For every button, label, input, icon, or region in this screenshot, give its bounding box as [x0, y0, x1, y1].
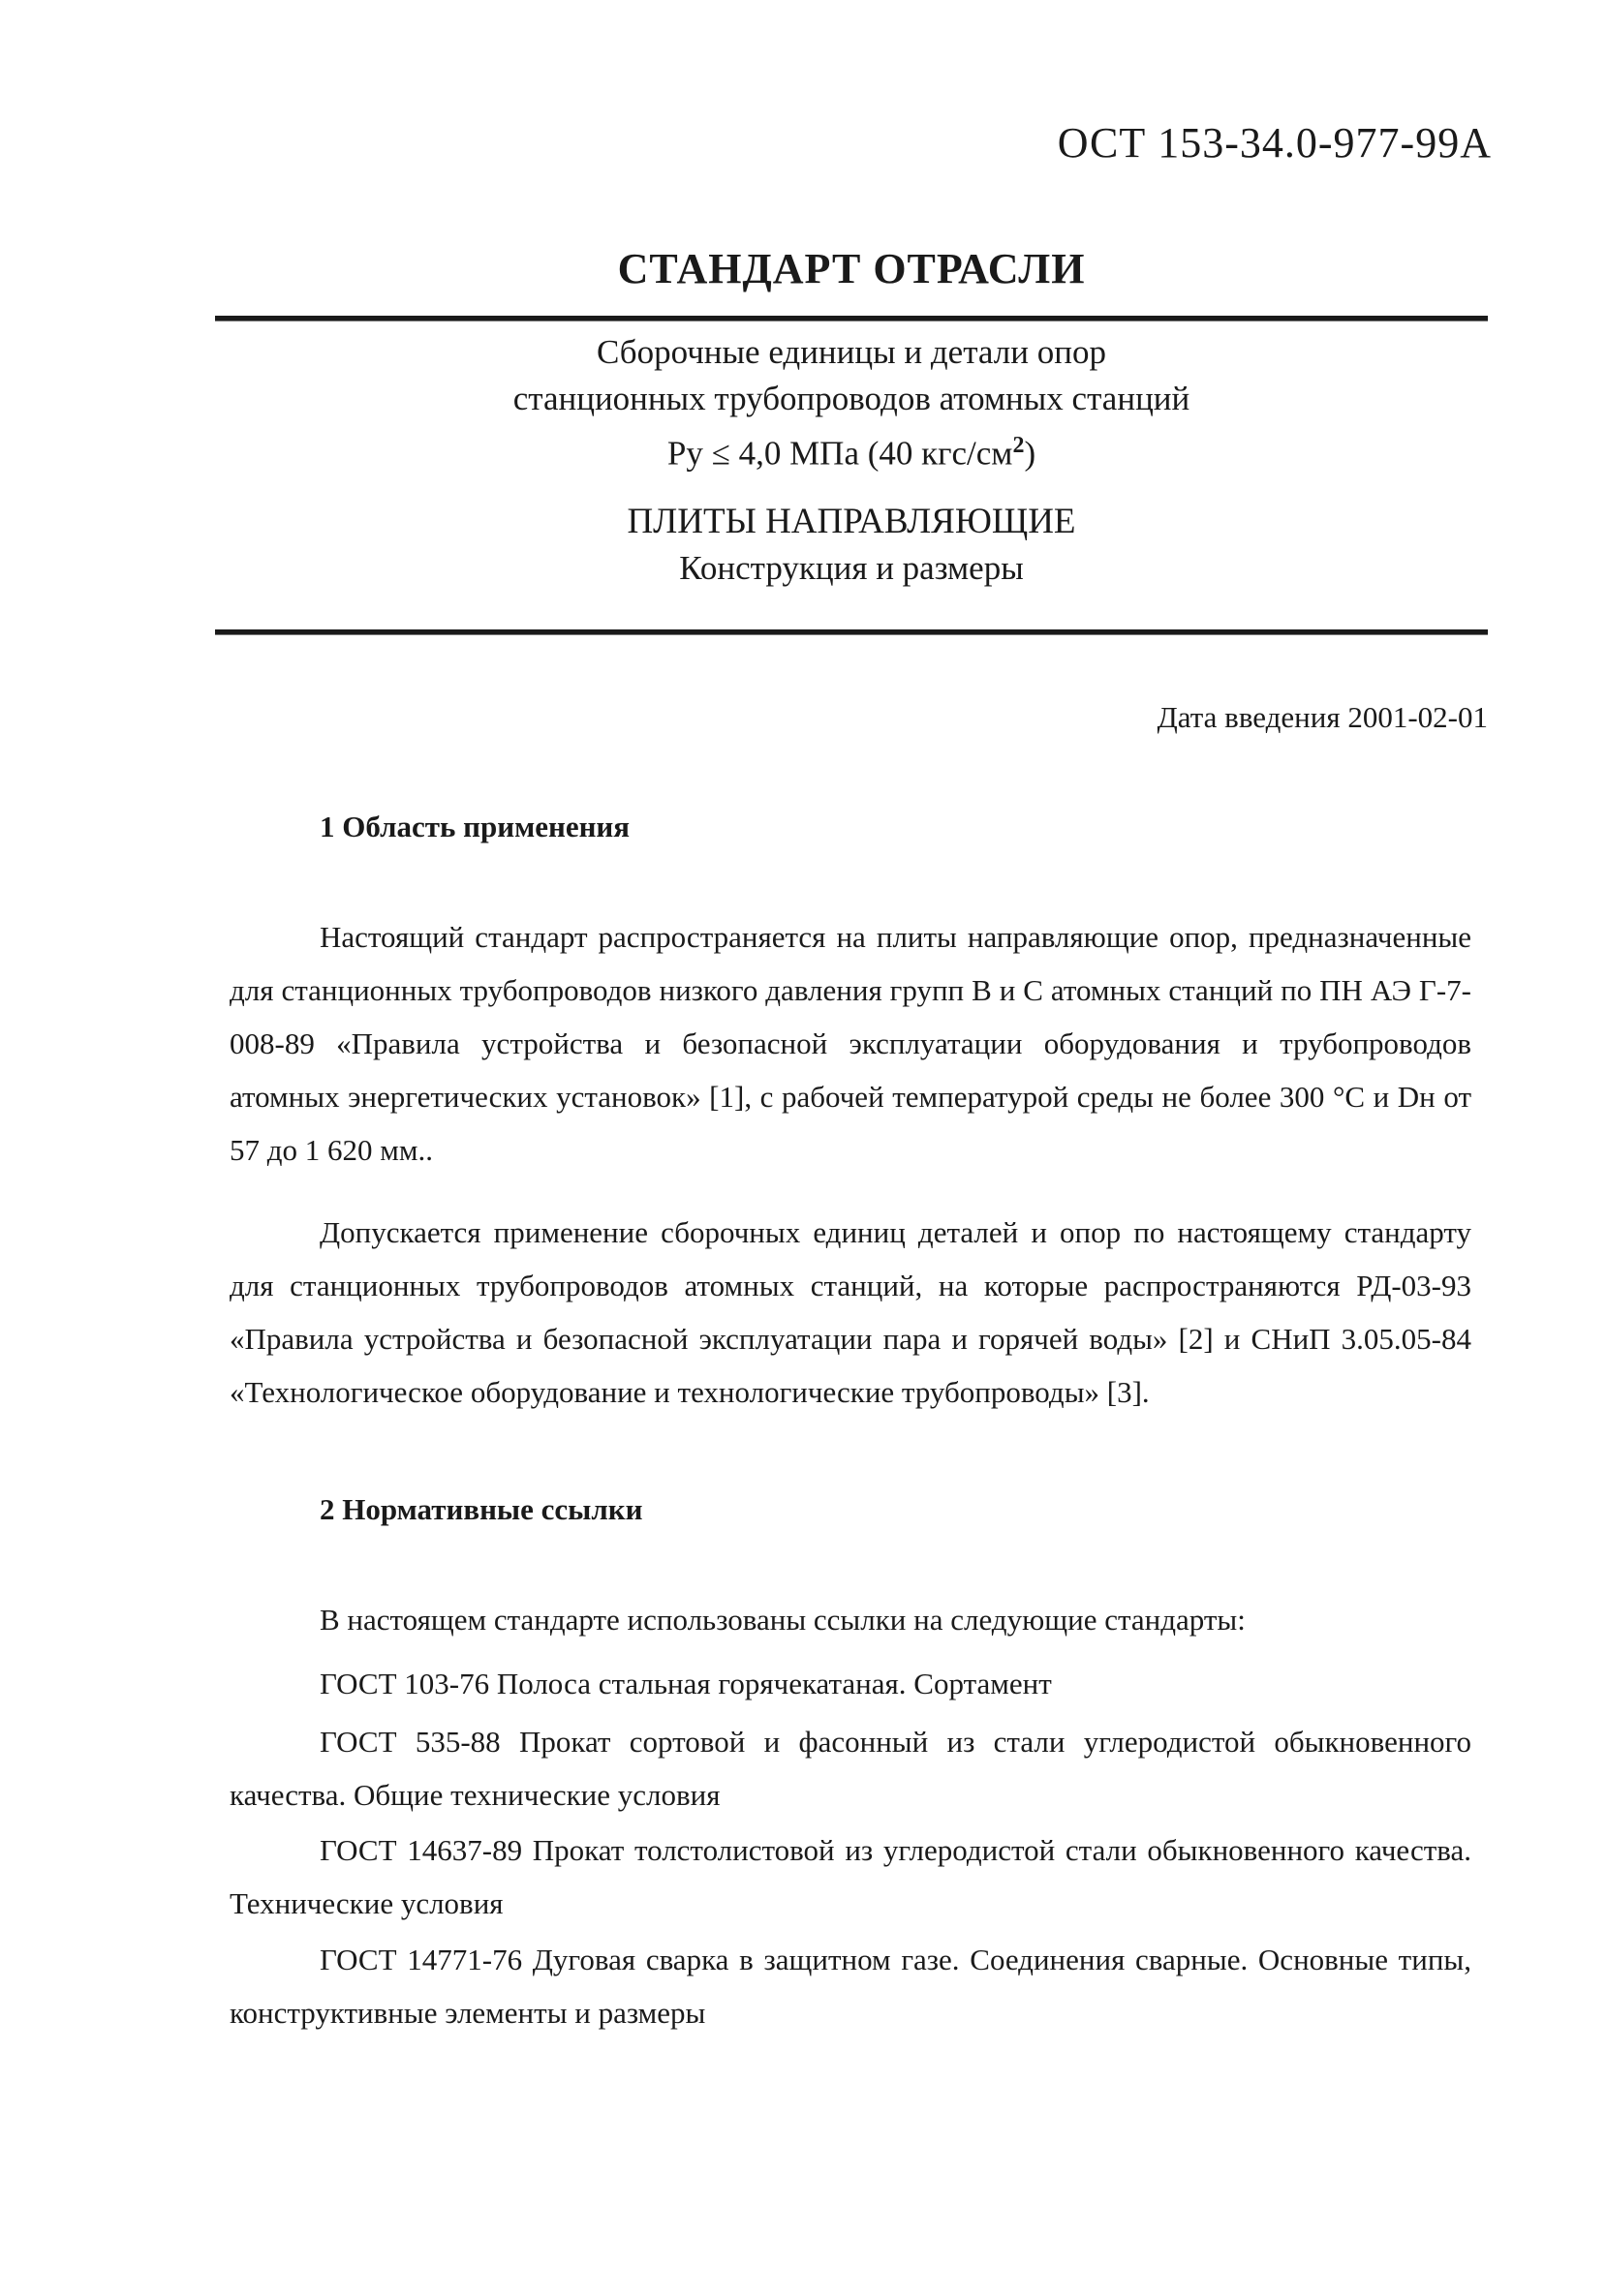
reference-item: ГОСТ 535-88 Прокат сортовой и фасонный из стали углеродистой обыкновенного качества. Общие технические условия: [230, 1725, 1471, 1812]
subtitle-block: [215, 329, 1488, 592]
section-heading-scope: 1 Область применения: [320, 810, 631, 843]
document-code: ОСТ 153-34.0-977-99А: [1057, 119, 1492, 167]
product-name: ПЛИТЫ НАПРАВЛЯЮЩИЕ: [627, 501, 1076, 541]
references-intro: В настоящем стандарте использованы ссылки на следующие стандарты:: [320, 1603, 1246, 1637]
section-heading-references: 2 Нормативные ссылки: [320, 1492, 643, 1526]
pressure-text: Ру ≤ 4,0 МПа (40 кгс/см: [666, 434, 1013, 473]
title-rule-top: [215, 316, 1488, 321]
reference-item: ГОСТ 103-76 Полоса стальная горячекатаная. Сортамент: [320, 1667, 1052, 1700]
introduction-date: Дата введения 2001-02-01: [1157, 700, 1488, 734]
subtitle-line-1: Сборочные единицы и детали опор: [597, 333, 1106, 371]
scope-paragraph: Допускается применение сборочных единиц деталей и опор по настоящему стандарту для станционных трубопроводов атомных станций, на которые распространяются РД-03-93 «Правила устройства и безопасной эксплуатации пара и горячей воды» [2] и СНиП 3.05.05-84 «Технологическое оборудование и технологические трубопроводы» [3].: [230, 1215, 1471, 1409]
reference-item: ГОСТ 14771-76 Дуговая сварка в защитном газе. Соединения сварные. Основные типы, конструктивные элементы и размеры: [230, 1943, 1471, 2030]
scope-paragraph: Настоящий стандарт распространяется на плиты направляющие опор, предназначенные для станционных трубопроводов низкого давления групп В и С атомных станций по ПН АЭ Г-7-008-89 «Правила устройства и безопасной эксплуатации оборудования и трубопроводов атомных энергетических установок» [1], с рабочей температурой среды не более 300 °С и Dн от 57 до 1 620 мм..: [230, 920, 1471, 1167]
product-description: Конструкция и размеры: [679, 548, 1024, 587]
subtitle-line-2: станционных трубопроводов атомных станций: [512, 380, 1190, 417]
title-rule-bottom: [215, 629, 1488, 635]
document-title: СТАНДАРТ ОТРАСЛИ: [617, 245, 1086, 292]
reference-item: ГОСТ 14637-89 Прокат толстолистовой из углеродистой стали обыкновенного качества. Технические условия: [230, 1833, 1471, 1920]
pressure-exponent: 2: [1012, 433, 1025, 458]
pressure-suffix: ): [1024, 434, 1036, 473]
subtitle-line-3: [215, 422, 1488, 477]
